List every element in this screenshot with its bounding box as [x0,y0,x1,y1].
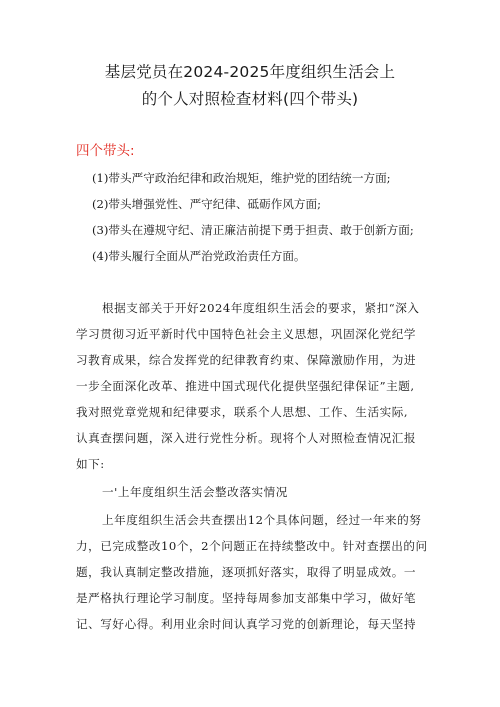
paragraph-line: 习教育成果，综合发挥党的纪律教育约束、保障激励作用，为进 [76,353,417,367]
list-item: (3)带头在遵规守纪、清正廉洁前提下勇于担责、敢于创新方面; [92,223,414,237]
paragraph-line: 根据支部关于开好2024年度组织生活会的要求，紧扣“深入 [102,301,420,315]
list-item: (4)带头履行全面从严治党政治责任方面。 [92,249,306,263]
paragraph-line: 力，已完成整改10个，2个问题正在持续整改中。针对查摆出的问 [76,539,428,553]
document-title-line-1: 基层党员在2024-2025年度组织生活会上 [104,63,396,81]
list-item: (2)带头增强党性、严守纪律、砥砺作风方面; [92,197,322,211]
paragraph-line: 学习贯彻习近平新时代中国特色社会主义思想，巩固深化党纪学 [76,327,417,341]
list-item: (1)带头严守政治纪律和政治规矩，维护党的团结统一方面; [92,171,391,185]
paragraph-line: 记、写好心得。利用业余时间认真学习党的创新理论，每天坚持 [76,617,417,631]
paragraph-line: 我对照党章党规和纪律要求，联系个人思想、工作、生活实际, [76,405,409,419]
paragraph-line: 如下: [76,457,105,471]
section-heading: 四个带头: [76,143,135,159]
paragraph-line: 上年度组织生活会共查摆出12个具体问题，经过一年来的努 [102,513,422,527]
subsection-heading: 一'上年度组织生活会整改落实情况 [102,485,288,499]
paragraph-line: 认真查摆问题，深入进行党性分析。现将个人对照检查情况汇报 [76,431,417,445]
document-title-line-2: 的个人对照检查材料(四个带头) [141,90,359,108]
paragraph-line: 题，我认真制定整改措施，逐项抓好落实，取得了明显成效。一 [76,565,417,579]
paragraph-line: 是严格执行理论学习制度。坚持每周参加支部集中学习，做好笔 [76,591,417,605]
paragraph-line: 一步全面深化改革、推进中国式现代化提供坚强纪律保证”主题, [76,379,415,393]
